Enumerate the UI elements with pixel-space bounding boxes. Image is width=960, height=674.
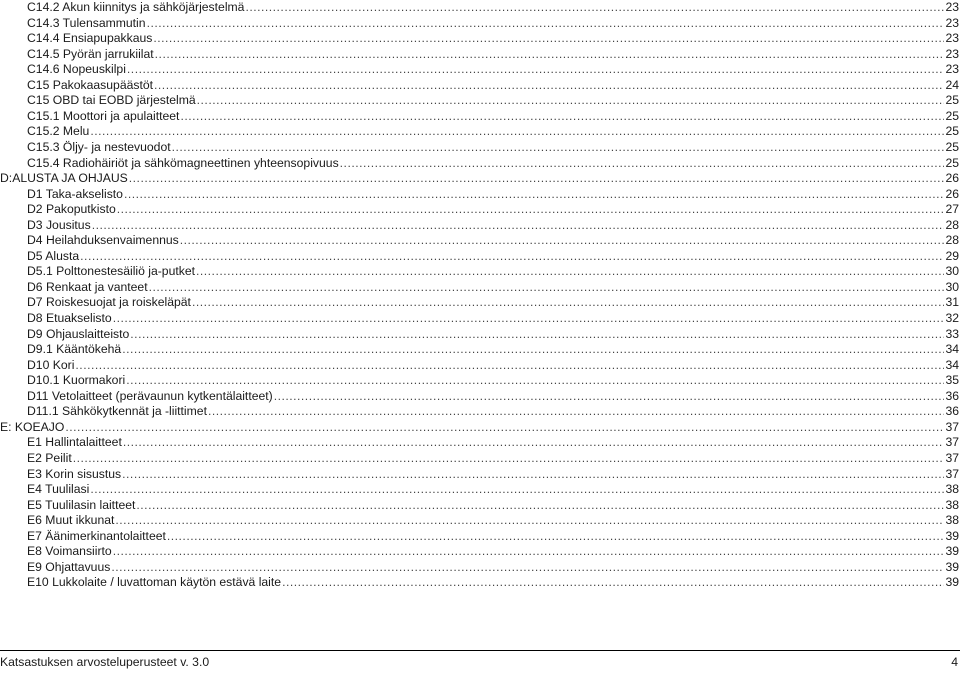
toc-entry-title: E7 Äänimerkinantolaitteet: [27, 528, 166, 543]
toc-entry-leader-dots: [122, 467, 944, 482]
toc-entry-leader-dots: [197, 93, 944, 108]
toc-entry[interactable]: [27, 435, 959, 450]
toc-entry-leader-dots: [180, 233, 944, 248]
toc-entry-page-number: 28: [945, 233, 959, 248]
toc-entry-page-number: 38: [945, 513, 959, 528]
toc-entry-page-number: 39: [945, 575, 959, 590]
toc-entry-leader-dots: [282, 575, 944, 590]
toc-entry-title: E4 Tuulilasi: [27, 482, 90, 497]
toc-entry-leader-dots: [123, 435, 944, 450]
toc-entry-title: D10 Kori: [27, 357, 75, 372]
toc-entry[interactable]: [27, 358, 959, 373]
toc-entry-page-number: 24: [945, 77, 959, 92]
toc-entry-leader-dots: [172, 140, 944, 155]
toc-entry[interactable]: [27, 218, 959, 233]
toc-entry-title: E2 Peilit: [27, 450, 72, 465]
toc-entry-leader-dots: [92, 218, 944, 233]
toc-entry[interactable]: [0, 171, 959, 186]
toc-entry[interactable]: [27, 311, 959, 326]
toc-entry-title: D11 Vetolaitteet (perävaunun kytkentälaitteet): [27, 388, 273, 403]
toc-entry-page-number: 36: [945, 404, 959, 419]
toc-entry[interactable]: [27, 109, 959, 124]
toc-entry-page-number: 37: [945, 466, 959, 481]
toc-entry-title: E5 Tuulilasin laitteet: [27, 497, 136, 512]
toc-entry-title: D6 Renkaat ja vanteet: [27, 279, 148, 294]
toc-entry-title: D5.1 Polttonestesäiliö ja-putket: [27, 264, 196, 279]
toc-entry-page-number: 29: [945, 248, 959, 263]
toc-entry-title: D2 Pakoputkisto: [27, 202, 116, 217]
toc-entry-leader-dots: [136, 498, 944, 513]
toc-entry-leader-dots: [90, 482, 944, 497]
toc-entry-leader-dots: [196, 264, 944, 279]
toc-entry-page-number: 35: [945, 373, 959, 388]
toc-entry-title: D5 Alusta: [27, 248, 80, 263]
toc-entry-page-number: 26: [945, 171, 959, 186]
toc-entry[interactable]: [27, 78, 959, 93]
toc-entry-page-number: 25: [945, 155, 959, 170]
toc-entry[interactable]: [27, 373, 959, 388]
toc-entry[interactable]: [27, 16, 959, 31]
toc-entry-title: C15.1 Moottori ja apulaitteet: [27, 108, 180, 123]
toc-entry-title: D7 Roiskesuojat ja roiskeläpät: [27, 295, 191, 310]
toc-entry[interactable]: [27, 498, 959, 513]
toc-entry-title: E9 Ohjattavuus: [27, 559, 111, 574]
toc-entry[interactable]: [27, 233, 959, 248]
toc-entry[interactable]: [27, 560, 959, 575]
toc-entry-page-number: 28: [945, 217, 959, 232]
toc-entry-leader-dots: [130, 327, 944, 342]
toc-entry-leader-dots: [180, 109, 944, 124]
toc-entry[interactable]: [27, 202, 959, 217]
toc-entry-title: C15 Pakokaasupäästöt: [27, 77, 154, 92]
toc-entry[interactable]: [27, 62, 959, 77]
toc-entry-page-number: 39: [945, 544, 959, 559]
toc-entry[interactable]: [27, 482, 959, 497]
toc-entry-leader-dots: [155, 47, 944, 62]
toc-entry[interactable]: [27, 249, 959, 264]
toc-entry[interactable]: [27, 93, 959, 108]
toc-entry-title: D9.1 Kääntökehä: [27, 342, 122, 357]
toc-entry-page-number: 37: [945, 419, 959, 434]
toc-entry-page-number: 23: [945, 62, 959, 77]
toc-entry-title: D9 Ohjauslaitteisto: [27, 326, 130, 341]
toc-entry-page-number: 39: [945, 559, 959, 574]
toc-entry-leader-dots: [113, 311, 944, 326]
toc-entry-leader-dots: [129, 171, 944, 186]
toc-entry-leader-dots: [117, 202, 944, 217]
toc-entry[interactable]: [27, 140, 959, 155]
toc-entry[interactable]: [27, 529, 959, 544]
toc-entry-page-number: 25: [945, 108, 959, 123]
toc-entry-title: D10.1 Kuormakori: [27, 373, 126, 388]
toc-entry-title: C14.4 Ensiapupakkaus: [27, 31, 153, 46]
toc-entry[interactable]: [27, 0, 959, 15]
toc-entry-page-number: 38: [945, 482, 959, 497]
toc-entry-page-number: 39: [945, 528, 959, 543]
toc-entry[interactable]: [27, 295, 959, 310]
toc-entry-title: E6 Muut ikkunat: [27, 513, 115, 528]
toc-entry-title: E3 Korin sisustus: [27, 466, 122, 481]
toc-entry-leader-dots: [208, 404, 944, 419]
toc-entry-leader-dots: [90, 124, 944, 139]
toc-entry-leader-dots: [65, 420, 944, 435]
toc-entry-leader-dots: [80, 249, 944, 264]
toc-entry[interactable]: [27, 404, 959, 419]
toc-entry[interactable]: [27, 280, 959, 295]
toc-entry-title: D:ALUSTA JA OHJAUS: [0, 171, 128, 186]
toc-entry-page-number: 23: [945, 31, 959, 46]
toc-entry[interactable]: [27, 47, 959, 62]
toc-entry[interactable]: [27, 187, 959, 202]
toc-entry-page-number: 34: [945, 357, 959, 372]
toc-entry[interactable]: [27, 575, 959, 590]
toc-entry-leader-dots: [149, 280, 944, 295]
toc-entry[interactable]: [0, 420, 959, 435]
footer-page-number: 4: [951, 655, 958, 669]
toc-entry-leader-dots: [111, 560, 944, 575]
toc-entry-title: C14.6 Nopeuskilpi: [27, 62, 126, 77]
toc-entry[interactable]: [27, 327, 959, 342]
toc-entry-leader-dots: [192, 295, 944, 310]
toc-entry-leader-dots: [127, 62, 944, 77]
toc-entry[interactable]: [27, 513, 959, 528]
toc-entry-leader-dots: [154, 78, 944, 93]
toc-entry-leader-dots: [113, 544, 944, 559]
toc-entry-page-number: 23: [945, 15, 959, 30]
toc-entry[interactable]: [27, 544, 959, 559]
toc-entry-page-number: 33: [945, 326, 959, 341]
footer-divider: [0, 650, 960, 651]
toc-entry-page-number: 32: [945, 311, 959, 325]
toc-entry-title: C15.2 Melu: [27, 124, 90, 139]
toc-entry-title: E: KOEAJO: [0, 419, 65, 434]
toc-entry[interactable]: [27, 451, 959, 466]
toc-entry[interactable]: [27, 124, 959, 139]
toc-entry-leader-dots: [75, 358, 944, 373]
toc-entry-leader-dots: [274, 389, 944, 404]
toc-entry-title: E8 Voimansiirto: [27, 544, 112, 559]
toc-entry-title: C15 OBD tai EOBD järjestelmä: [27, 93, 196, 108]
toc-entry-title: C14.2 Akun kiinnitys ja sähköjärjestelmä: [27, 0, 245, 14]
toc-entry-page-number: 25: [945, 93, 959, 108]
toc-entry-title: C15.4 Radiohäiriöt ja sähkömagneettinen yhteensopivuus: [27, 155, 339, 170]
toc-entry-leader-dots: [167, 529, 944, 544]
toc-entry-page-number: 34: [945, 342, 959, 357]
toc-entry-page-number: 23: [945, 46, 959, 61]
toc-entry-page-number: 38: [945, 497, 959, 512]
toc-entry-leader-dots: [73, 451, 944, 466]
toc-entry[interactable]: [27, 264, 959, 279]
toc-entry-page-number: 25: [945, 124, 959, 139]
toc-entry-leader-dots: [126, 373, 944, 388]
toc-entry-title: D11.1 Sähkökytkennät ja -liittimet: [27, 404, 207, 419]
footer-document-title: Katsastuksen arvosteluperusteet v. 3.0: [0, 655, 210, 669]
toc-entry[interactable]: [27, 342, 959, 357]
toc-entry-page-number: 37: [945, 450, 959, 465]
toc-entry[interactable]: [27, 467, 959, 482]
toc-entry-leader-dots: [124, 187, 944, 202]
toc-entry[interactable]: [27, 156, 959, 171]
toc-entry-title: D4 Heilahduksenvaimennus: [27, 233, 179, 248]
toc-entry-title: D8 Etuakselisto: [27, 311, 112, 325]
toc-entry[interactable]: [27, 389, 959, 404]
toc-entry-page-number: 30: [945, 264, 959, 279]
toc-entry-page-number: 30: [945, 279, 959, 294]
toc-entry-leader-dots: [245, 0, 944, 15]
toc-entry-leader-dots: [115, 513, 944, 528]
toc-entry-title: E10 Lukkolaite / luvattoman käytön estävä laite: [27, 575, 282, 590]
toc-entry-page-number: 36: [945, 388, 959, 403]
toc-entry-leader-dots: [340, 156, 944, 171]
toc-entry-leader-dots: [122, 342, 944, 357]
toc-entry-title: C14.3 Tulensammutin: [27, 15, 146, 30]
toc-entry-page-number: 31: [945, 295, 959, 310]
toc-entry-page-number: 26: [945, 186, 959, 201]
toc-entry-title: C15.3 Öljy- ja nestevuodot: [27, 139, 171, 154]
toc-entry[interactable]: [27, 31, 959, 46]
toc-entry-page-number: 27: [945, 202, 959, 217]
toc-entry-page-number: 25: [945, 139, 959, 154]
toc-entry-title: D1 Taka-akselisto: [27, 186, 123, 201]
toc-entry-leader-dots: [153, 31, 944, 46]
toc-entry-page-number: 23: [945, 0, 959, 14]
toc-entry-title: C14.5 Pyörän jarrukiilat: [27, 46, 154, 61]
toc-entry-leader-dots: [147, 16, 944, 31]
toc-entry-title: D3 Jousitus: [27, 217, 91, 232]
toc-entry-page-number: 37: [945, 435, 959, 450]
toc-entry-title: E1 Hallintalaitteet: [27, 435, 122, 450]
